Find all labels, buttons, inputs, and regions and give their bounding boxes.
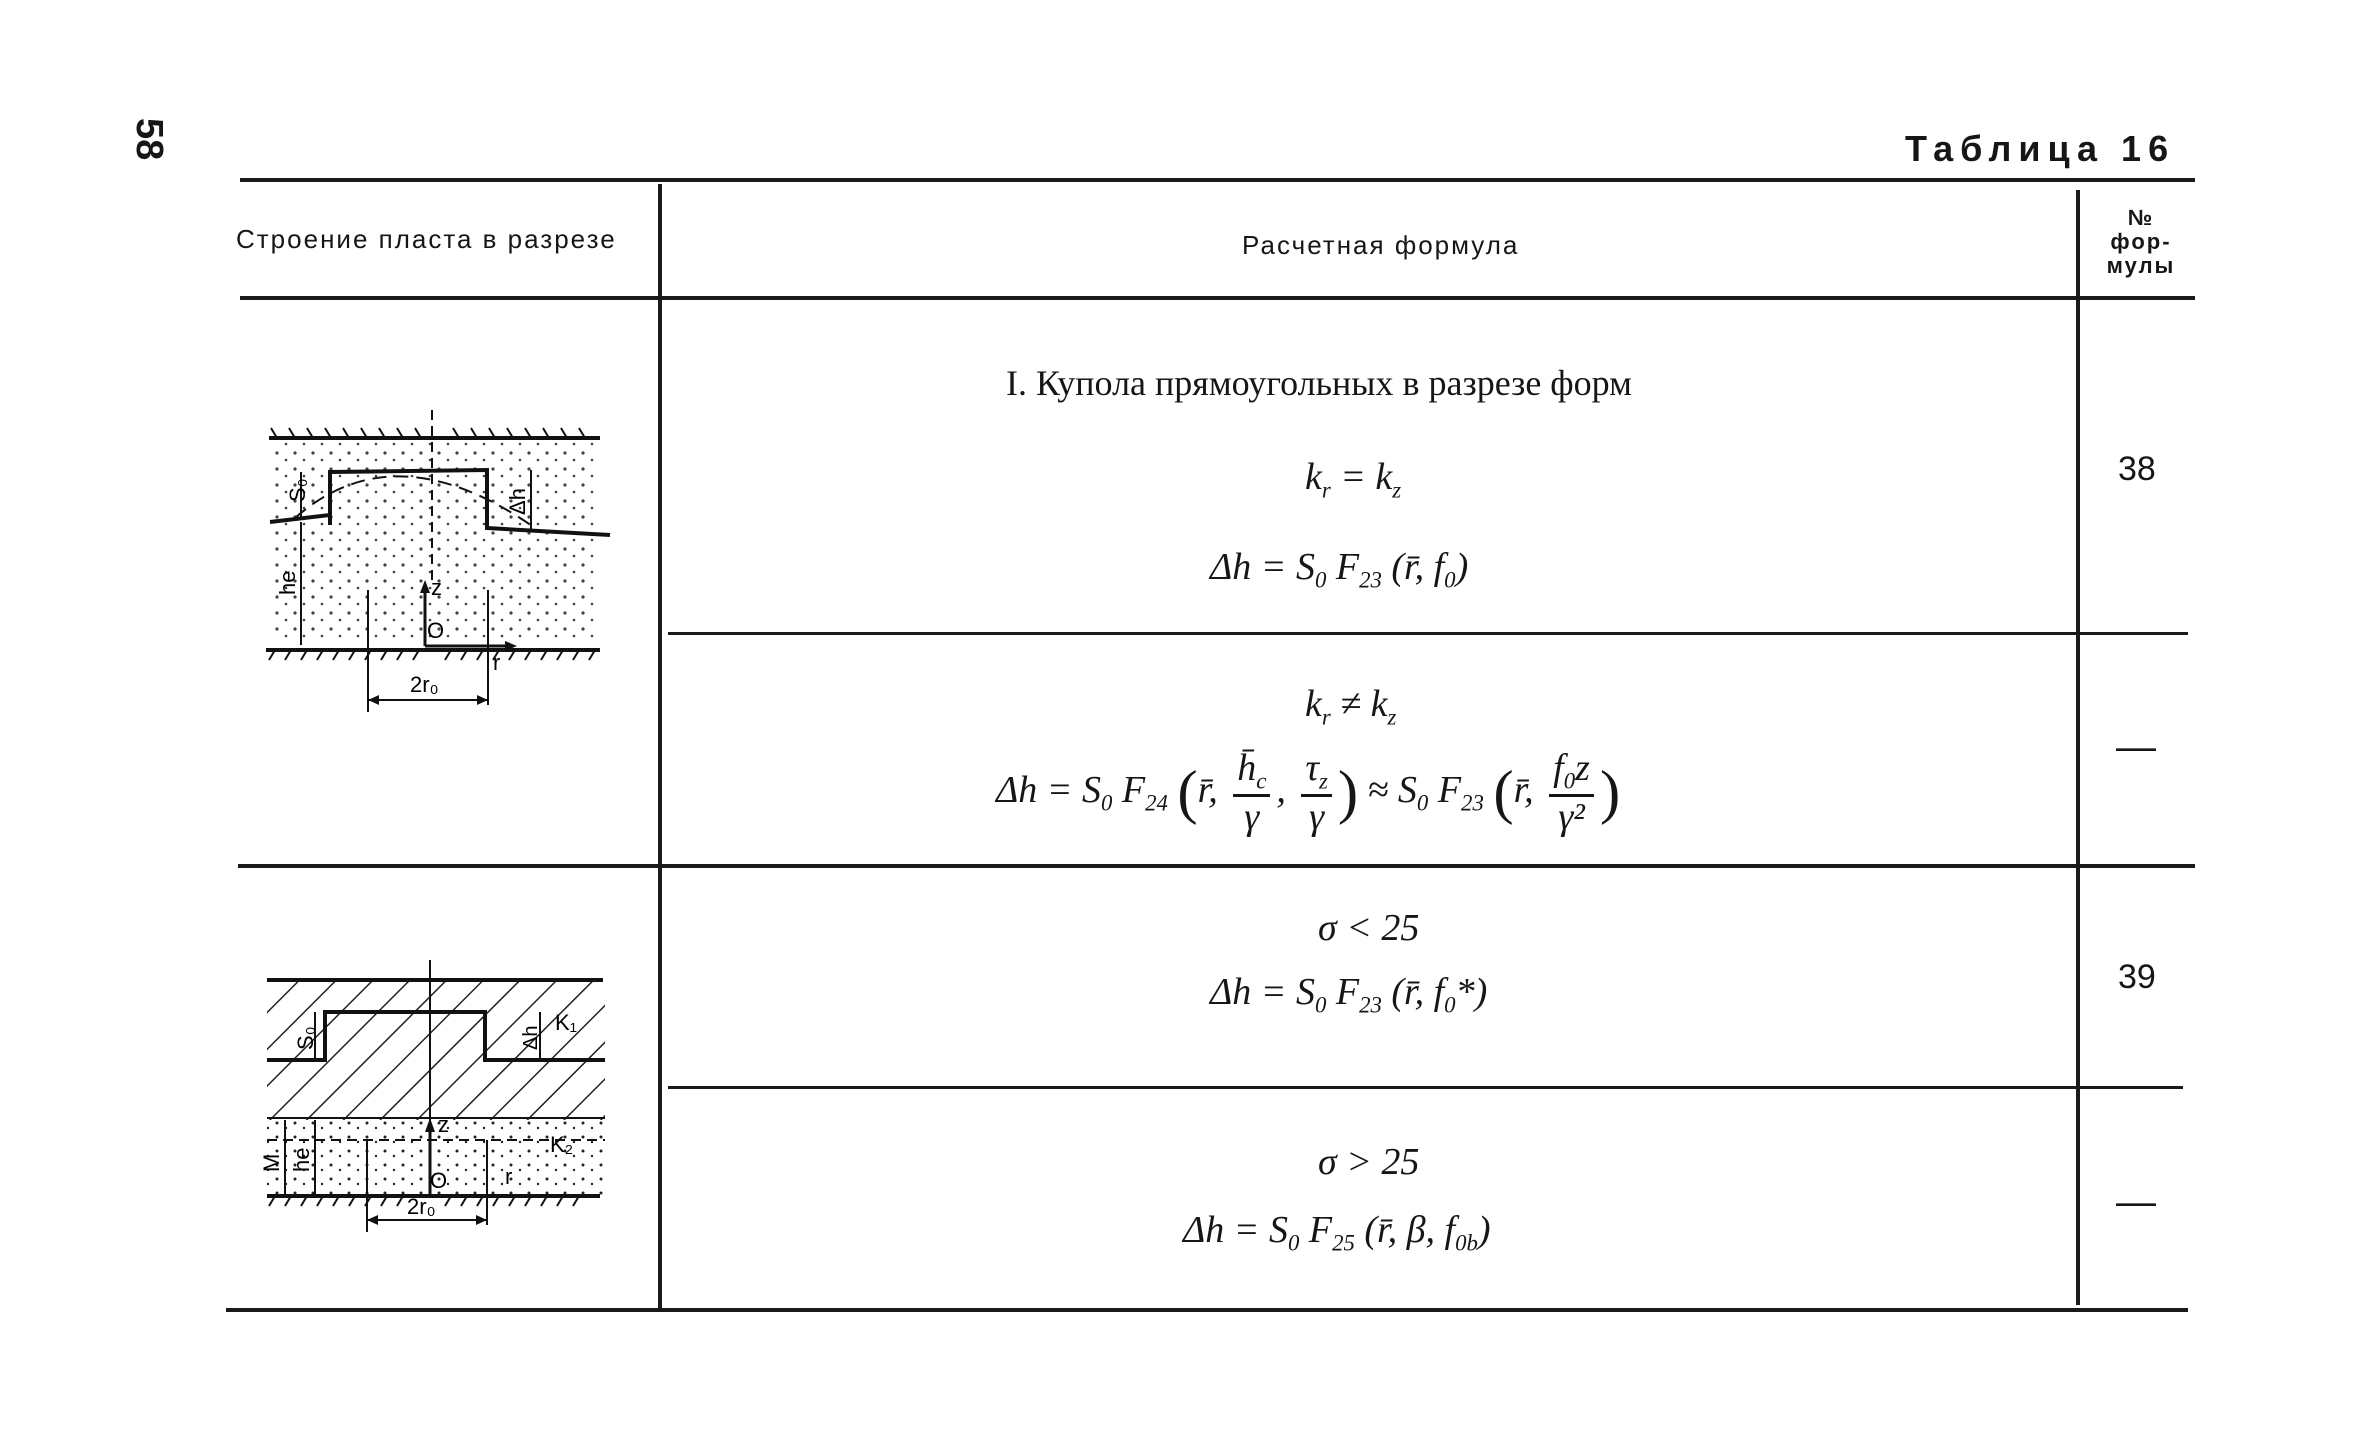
section-divider-rule	[238, 864, 2195, 868]
formula-dh-f23-star: $\Delta h = S_0$ $F_{23}$ (r̄, $f_0*$)	[1210, 971, 1488, 1018]
formula-sigma-lt-25: σ < 25	[1318, 907, 1420, 949]
header-number-line3: мулы	[2106, 253, 2176, 278]
label-k1: K₁	[555, 1010, 578, 1035]
label-s0: S₀	[285, 478, 310, 502]
header-formula: Расчетная формула	[1242, 230, 1520, 260]
label-dh: Δh	[520, 1025, 542, 1050]
header-number-line2: фор-	[2110, 229, 2172, 254]
label-s0: S₀	[293, 1026, 318, 1050]
formula-number-dash-2: —	[2116, 1180, 2156, 1224]
header-number	[2086, 206, 2196, 278]
table-bottom-rule	[226, 1308, 2188, 1312]
label-dh: Δh	[505, 488, 530, 515]
label-k2: K₂	[550, 1132, 574, 1157]
label-m: M	[259, 1153, 284, 1172]
row-divider-1	[668, 632, 2188, 635]
formula-sigma-gt-25: σ > 25	[1318, 1141, 1420, 1183]
label-he: he	[289, 1147, 314, 1172]
header-number-line1: №	[2127, 205, 2155, 230]
formula-dh-f24: $\Delta h = S_0$ $F_{24}$ (r̄, $\frac{h̄_c}{\gamma}$ , $\frac{\tau_z}{\gamma}$ ) ≈ $S_0$ $F_{23}$ (r̄, $\frac{f_0z}{\text{γ²}}$ )	[996, 747, 1621, 838]
header-bottom-rule	[240, 296, 2195, 300]
label-o: O	[427, 618, 445, 643]
label-r: r	[505, 1164, 513, 1189]
formula-kr-eq-kz: $k_r = k_z$	[1305, 456, 1402, 503]
label-o: O	[430, 1168, 448, 1193]
formula-dh-f25: $\Delta h = S_0$ $F_{25}$ (r̄, β, $f_{0b}$)	[1183, 1209, 1491, 1256]
diagram-dome-section-1	[255, 400, 615, 720]
header-structure: Строение пласта в разрезе	[236, 224, 617, 254]
page-number: 58	[128, 118, 170, 161]
section-title: I. Купола прямоугольных в разрезе форм	[1006, 363, 1632, 403]
formula-number-39: 39	[2118, 958, 2156, 996]
formula-kr-neq-kz: $k_r \ne k_z$	[1305, 683, 1397, 730]
label-2r0: 2r₀	[410, 672, 439, 697]
label-z: z	[438, 1112, 449, 1137]
label-2r0: 2r₀	[407, 1194, 436, 1219]
label-r: r	[493, 650, 501, 675]
row-divider-2	[668, 1086, 2183, 1089]
label-he: he	[275, 570, 300, 595]
formula-number-dash-1: —	[2116, 725, 2156, 769]
column-divider-1	[658, 184, 662, 1308]
label-z: z	[431, 575, 442, 600]
column-divider-2	[2076, 190, 2080, 1305]
formula-number-38: 38	[2118, 450, 2156, 488]
formula-dh-f23: $\Delta h = S_0$ $F_{23}$ (r̄, $f_0$)	[1210, 546, 1469, 593]
table-title: Таблица 16	[1905, 128, 2176, 169]
diagram-dome-section-2	[255, 950, 615, 1240]
table-top-rule	[240, 178, 2195, 182]
